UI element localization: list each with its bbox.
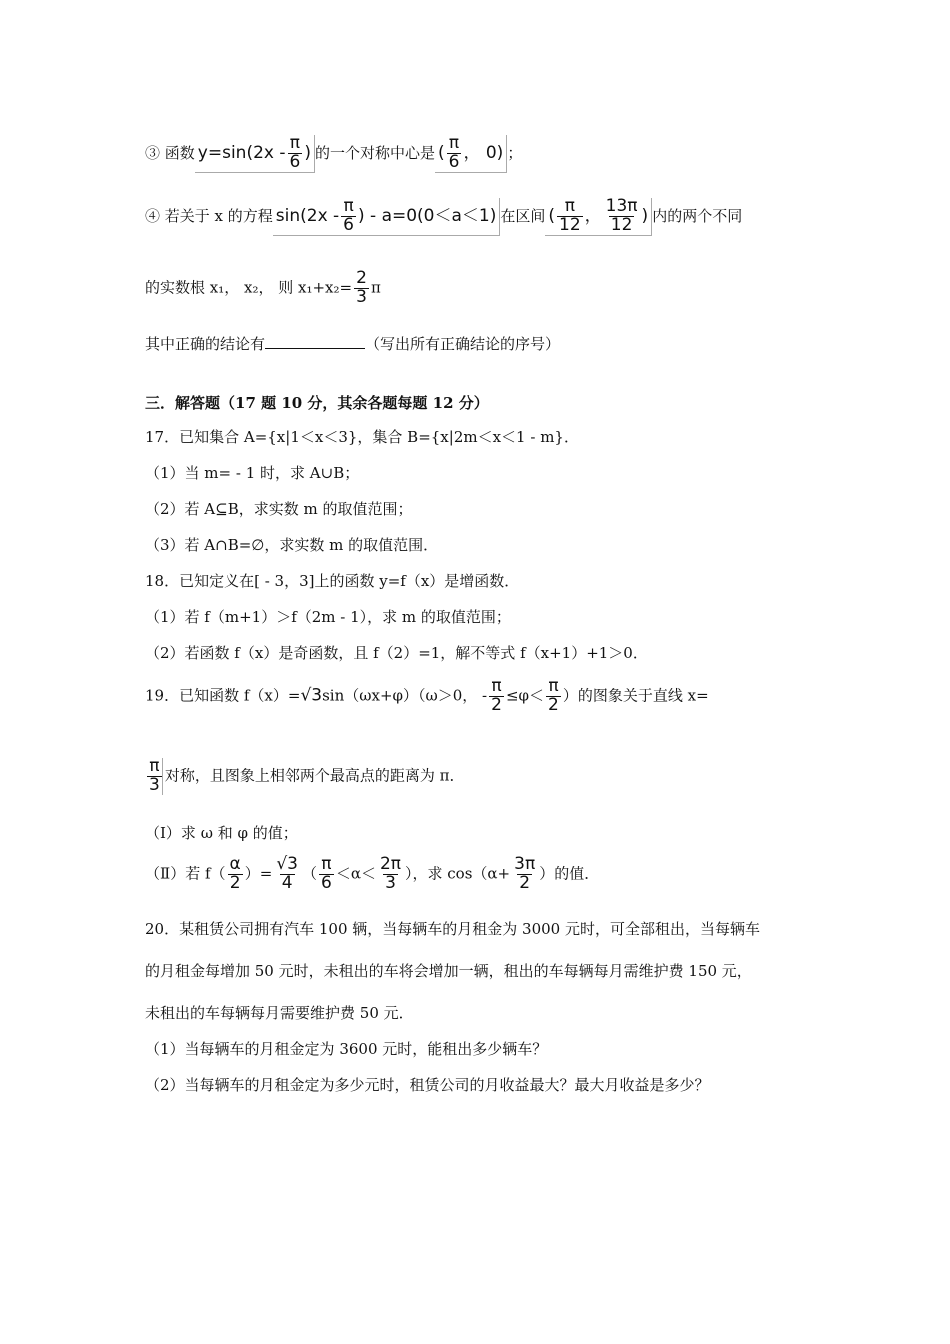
q20-line3: 未租出的车每辆每月需要维护费 50 元． bbox=[145, 1004, 414, 1022]
function-expression: y=sin(2x - $\frac{\pi}{6}$ ) bbox=[195, 135, 315, 173]
fraction: $\frac{\pi}{6}$ bbox=[289, 133, 301, 172]
q19-part1: （Ⅰ）求 ω 和 φ 的值； bbox=[145, 824, 298, 842]
statement-4: ④ 若关于 x 的方程 sin(2x - $\frac{\pi}{6}$ ) - a=0(0＜a＜1) 在区间 ( $\frac{\pi}{12}$ ， $\frac{13\pi}{12}$ ) 内的两个不同 bbox=[145, 196, 743, 235]
q18-part1: （1）若 f（m+1）＞f（2m - 1），求 m 的取值范围； bbox=[145, 608, 511, 626]
q18-stem: 18．已知定义在[ - 3，3]上的函数 y=f（x）是增函数． bbox=[145, 572, 520, 590]
section-heading: 三．解答题（17 题 10 分，其余各题每题 12 分） bbox=[145, 394, 489, 412]
answer-blank[interactable] bbox=[265, 334, 365, 349]
q20-part2: （2）当每辆车的月租金定为多少元时，租赁公司的月收益最大？最大月收益是多少？ bbox=[145, 1076, 710, 1094]
q17-part1: （1）当 m= - 1 时，求 A∪B； bbox=[145, 464, 360, 482]
interval-expression: ( $\frac{\pi}{12}$ ， $\frac{13\pi}{12}$ ) bbox=[545, 198, 652, 236]
statement-3: ③ 函数 y=sin(2x - $\frac{\pi}{6}$ ) 的一个对称中心是 ( $\frac{\pi}{6}$ ， 0) ； bbox=[145, 133, 523, 172]
q17-stem: 17．已知集合 A={x|1＜x＜3}，集合 B={x|2m＜x＜1 - m}． bbox=[145, 428, 579, 446]
q17-part3: （3）若 A∩B=∅，求实数 m 的取值范围． bbox=[145, 536, 439, 554]
equation-expression: sin(2x - $\frac{\pi}{6}$ ) - a=0(0＜a＜1) bbox=[273, 198, 501, 236]
symmetry-center: ( $\frac{\pi}{6}$ ， 0) bbox=[435, 135, 507, 173]
q20-line1: 20．某租赁公司拥有汽车 100 辆，当每辆车的月租金为 3000 元时，可全部租出，当每辆车 bbox=[145, 920, 760, 938]
conclusion-line: 其中正确的结论有 （写出所有正确结论的序号） bbox=[145, 335, 561, 353]
q19-part2: （Ⅱ）若 f（ $\frac{\alpha}{2}$ ）= $\frac{√3}{4}$ （ $\frac{\pi}{6}$ ＜α＜ $\frac{2\pi}{3}$ ），求 cos（α+ $\frac{3\pi}{2}$ ）的值． bbox=[145, 854, 600, 893]
q20-part1: （1）当每辆车的月租金定为 3600 元时，能租出多少辆车？ bbox=[145, 1040, 548, 1058]
q17-part2: （2）若 A⊆B，求实数 m 的取值范围； bbox=[145, 500, 413, 518]
q20-line2: 的月租金每增加 50 元时，未租出的车将会增加一辆，租出的车每辆每月需维护费 150 元， bbox=[145, 962, 752, 980]
statement-4-continued: 的实数根 x₁， x₂， 则 x₁+x₂= $\frac{2}{3}$ π bbox=[145, 268, 381, 307]
fraction: $\frac{2}{3}$ bbox=[356, 268, 367, 307]
sqrt-3: √3 bbox=[300, 685, 323, 706]
q19-stem-continued: $\frac{\pi}{3}$ 对称，且图象上相邻两个最高点的距离为 π． bbox=[149, 756, 465, 795]
q19-stem: 19．已知函数 f（x）=√3sin（ωx+φ）（ω＞0， - $\frac{\pi}{2}$ ≤φ＜ $\frac{\pi}{2}$ ）的图象关于直线 x= bbox=[145, 676, 709, 715]
q18-part2: （2）若函数 f（x）是奇函数，且 f（2）=1，解不等式 f（x+1）+1＞0． bbox=[145, 644, 648, 662]
